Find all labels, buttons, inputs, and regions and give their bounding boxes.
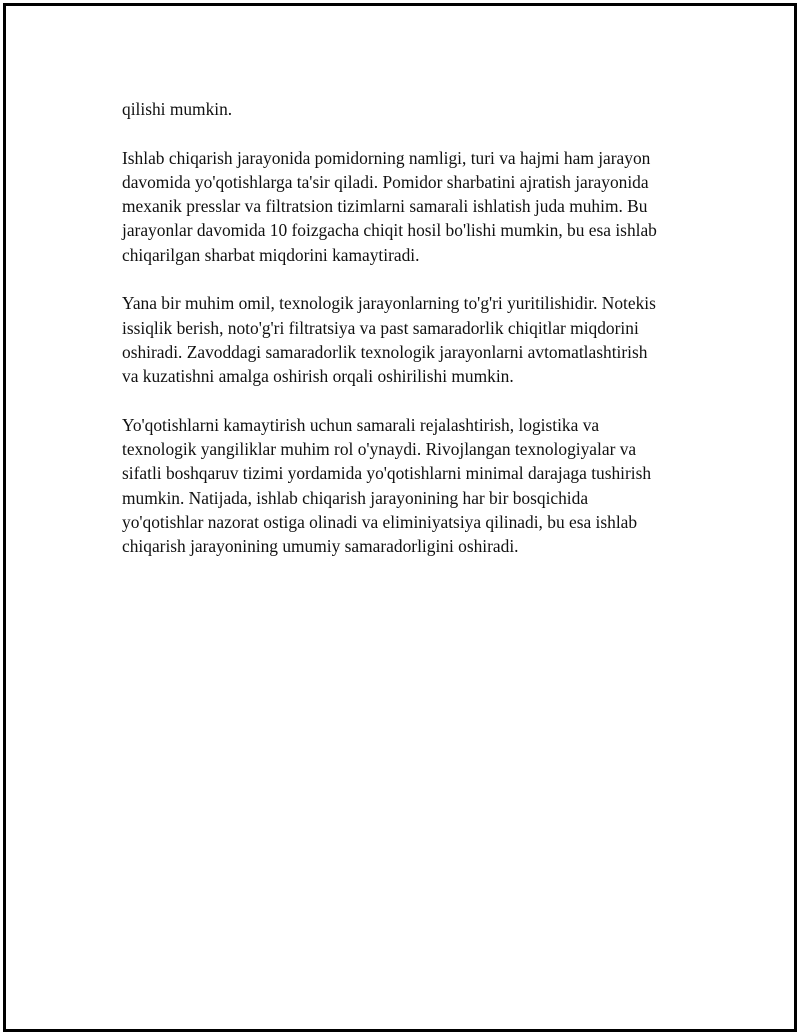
text-line: issiqlik berish, noto'g'ri filtratsiya va past samaradorlik chiqitlar miqdorini [122,317,639,338]
paragraph-3 [122,291,702,388]
text-line: davomida yo'qotishlarga ta'sir qiladi. Pomidor sharbatini ajratish jarayonida [122,171,649,192]
document-body [122,97,702,583]
text-line: Ishlab chiqarish jarayonida pomidorning namligi, turi va hajmi ham jarayon [122,147,651,168]
text-line: texnologik yangiliklar muhim rol o'ynaydi. Rivojlangan texnologiyalar va [122,439,637,460]
paragraph-4 [122,413,702,559]
text-line: Yo'qotishlarni kamaytirish uchun samarali rejalashtirish, logistika va [122,414,600,435]
text-line: yo'qotishlar nazorat ostiga olinadi va eliminiyatsiya qilinadi, bu esa ishlab [122,512,638,533]
page-frame [3,3,797,1032]
text-line: Yana bir muhim omil, texnologik jarayonlarning to'g'ri yuritilishidir. Notekis [122,293,656,314]
text-line: oshiradi. Zavoddagi samaradorlik texnologik jarayonlarni avtomatlashtirish [122,341,648,362]
text-line: jarayonlar davomida 10 foizgacha chiqit hosil bo'lishi mumkin, bu esa ishlab [122,220,657,241]
text-line: mexanik presslar va filtratsion tizimlarni samarali ishlatish juda muhim. Bu [122,196,648,217]
text-line: qilishi mumkin. [122,99,233,119]
text-line: chiqarish jarayonining umumiy samaradorligini oshiradi. [122,536,519,557]
text-line: va kuzatishni amalga oshirish orqali oshirilishi mumkin. [122,366,514,387]
paragraph-1 [122,97,702,121]
paragraph-2 [122,146,702,267]
text-line: mumkin. Natijada, ishlab chiqarish jarayonining har bir bosqichida [122,487,589,508]
text-line: chiqarilgan sharbat miqdorini kamaytiradi. [122,244,420,265]
text-line: sifatli boshqaruv tizimi yordamida yo'qotishlarni minimal darajaga tushirish [122,463,652,484]
